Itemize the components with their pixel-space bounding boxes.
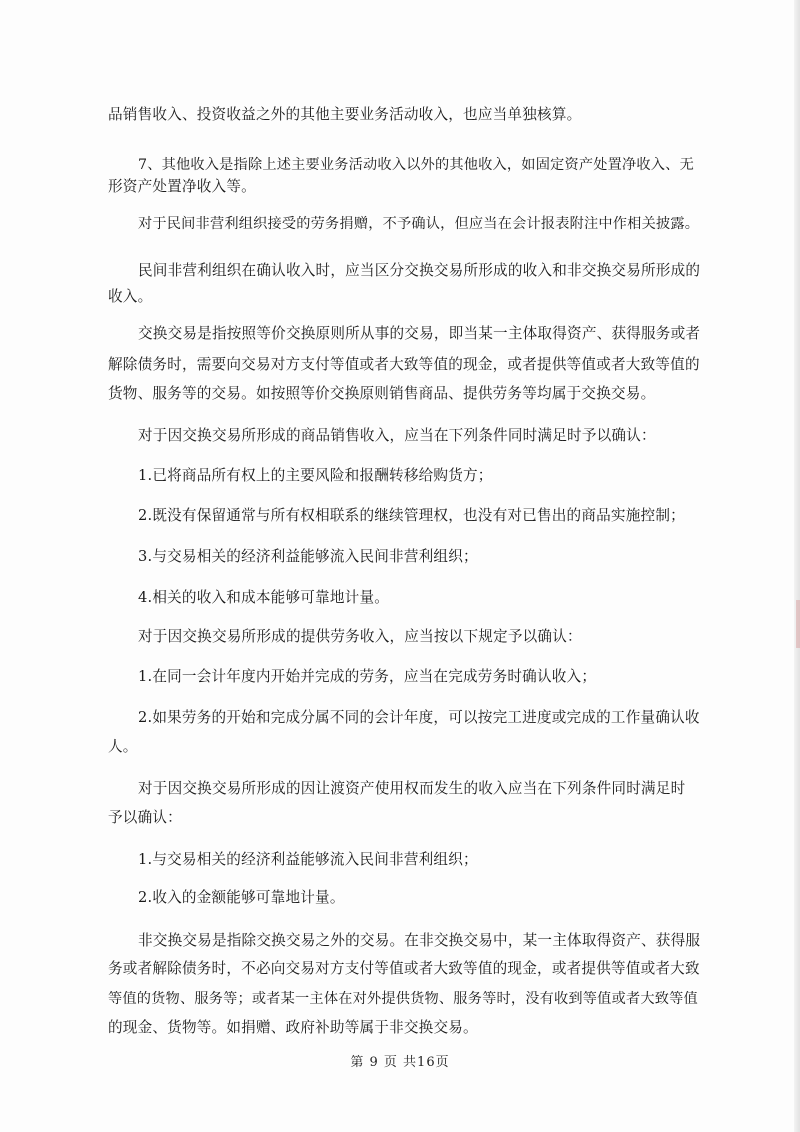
text-line: 非交换交易是指除交换交易之外的交易。在非交换交易中，某一主体取得资产、获得服 (138, 932, 701, 949)
text-line: 1.在同一会计年度内开始并完成的劳务，应当在完成劳务时确认收入； (138, 668, 597, 685)
text-line: 品销售收入、投资收益之外的其他主要业务活动收入，也应当单独核算。 (108, 106, 582, 123)
text-line: 对于民间非营利组织接受的劳务捐赠，不予确认，但应当在会计报表附注中作相关披露。 (138, 216, 700, 232)
text-line: 7、其他收入是指除上述主要业务活动收入以外的其他收入，如固定资产处置净收入、无 (138, 157, 694, 173)
text-line: 等值的货物、服务等；或者某一主体在对外提供货物、服务等时，没有收到等值或者大致等值 (108, 991, 698, 1007)
page-edge-shadow (794, 0, 800, 1132)
page-edge-mark (796, 600, 800, 648)
text-line: 的现金、货物等。如捐赠、政府补助等属于非交换交易。 (108, 1019, 478, 1036)
text-line: 民间非营利组织在确认收入时，应当区分交换交易所形成的收入和非交换交易所形成的 (138, 262, 701, 279)
text-line: 3.与交易相关的经济利益能够流入民间非营利组织； (138, 548, 478, 565)
text-line: 1.与交易相关的经济利益能够流入民间非营利组织； (138, 851, 478, 868)
text-line: 对于因交换交易所形成的因让渡资产使用权而发生的收入应当在下列条件同时满足时 (138, 780, 686, 797)
text-line: 收入。 (108, 288, 153, 305)
text-line: 2.既没有保留通常与所有权相联系的继续管理权，也没有对已售出的商品实施控制； (138, 507, 685, 524)
text-line: 1.已将商品所有权上的主要风险和报酬转移给购货方； (138, 467, 493, 484)
text-line: 解除债务时，需要向交易对方支付等值或者大致等值的现金，或者提供等值或者大致等值的 (108, 356, 700, 373)
text-line: 予以确认： (108, 809, 182, 826)
text-line: 人。 (108, 738, 138, 755)
text-line: 货物、服务等的交易。如按照等价交换原则销售商品、提供劳务等均属于交换交易。 (108, 385, 656, 402)
text-line: 务或者解除债务时，不必向交易对方支付等值或者大致等值的现金，或者提供等值或者大致 (108, 960, 700, 977)
text-line: 2.收入的金额能够可靠地计量。 (138, 889, 345, 906)
text-line: 4.相关的收入和成本能够可靠地计量。 (138, 589, 390, 606)
text-line: 交换交易是指按照等价交换原则所从事的交易，即当某一主体取得资产、获得服务或者 (138, 325, 701, 342)
text-line: 形资产处置净收入等。 (108, 178, 256, 195)
text-line: 对于因交换交易所形成的商品销售收入，应当在下列条件同时满足时予以确认： (138, 427, 656, 444)
text-line: 2.如果劳务的开始和完成分属不同的会计年度，可以按完工进度或完成的工作量确认收 (138, 709, 700, 726)
page-number-footer: 第 9 页 共16页 (350, 1055, 450, 1070)
text-line: 对于因交换交易所形成的提供劳务收入，应当按以下规定予以确认： (138, 628, 582, 645)
